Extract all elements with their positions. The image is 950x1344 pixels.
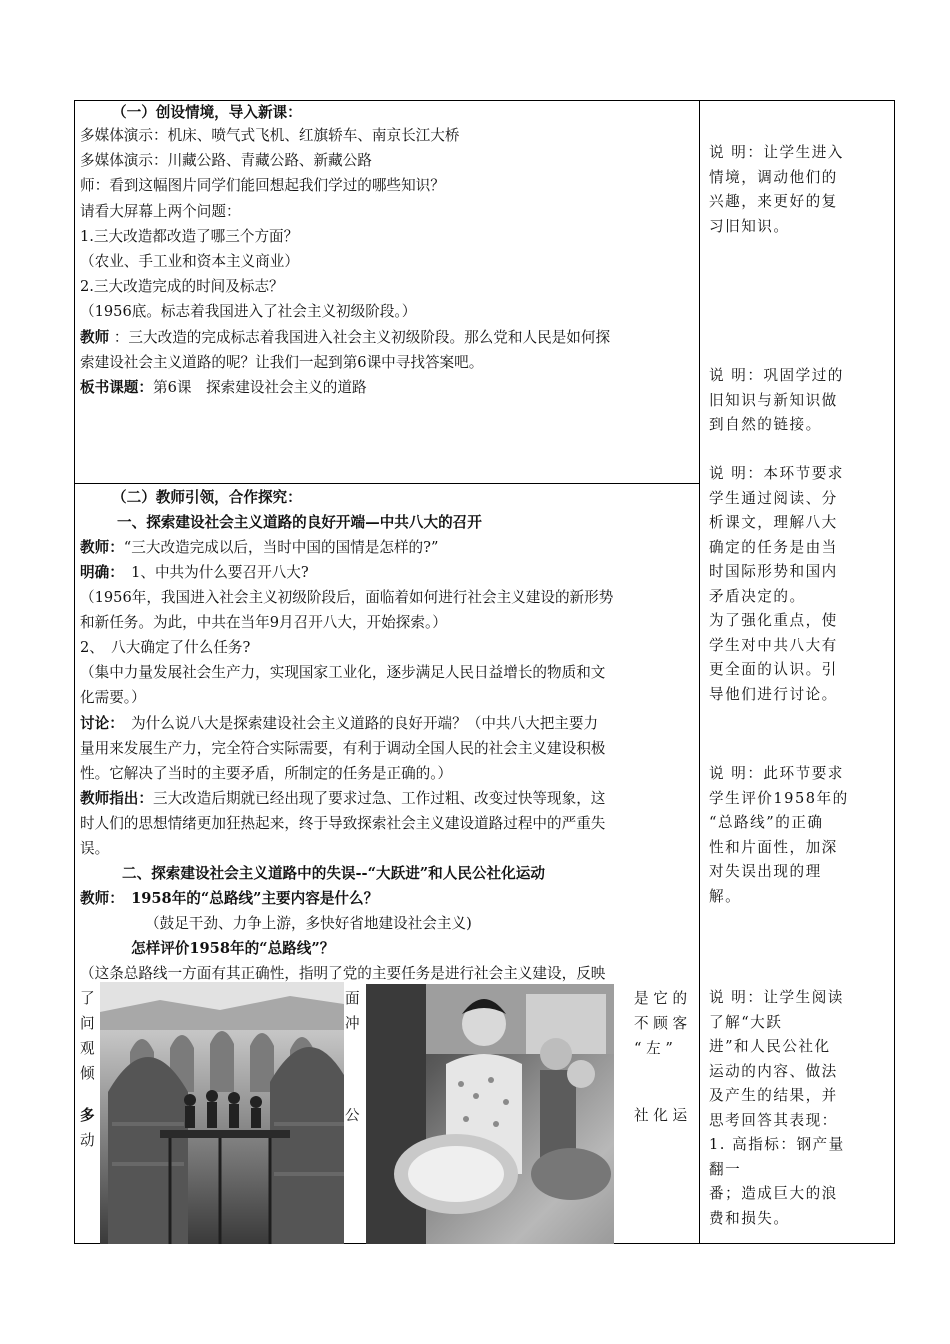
fragment-text: “ 左 ” bbox=[634, 1040, 673, 1057]
note-line: 对失误出现的理 bbox=[709, 863, 822, 880]
question-line: 2、 八大确定了什么任务? bbox=[80, 639, 251, 656]
note-line: 说 明：让学生阅读 bbox=[709, 989, 844, 1006]
teacher-text: ：三大改造的完成标志着我国进入社会主义初级阶段。那么党和人民是如何探 bbox=[109, 329, 611, 346]
discussion-text: 为什么说八大是探索建设社会主义道路的良好开端？（中共八大把主要力 bbox=[116, 715, 599, 732]
note-line: 进”和人民公社化 bbox=[709, 1038, 831, 1055]
note-line: 到自然的链接。 bbox=[709, 416, 822, 433]
section1-heading: （一）创设情境，导入新课： bbox=[112, 104, 302, 121]
fragment-text: 多 bbox=[80, 1107, 95, 1124]
fragment-text: 问 bbox=[80, 1015, 95, 1032]
note-line: 导他们进行讨论。 bbox=[709, 685, 838, 703]
fragment-text: 冲 bbox=[345, 1015, 360, 1032]
teacher-question-text: 1958年的“总路线”主要内容是什么？ bbox=[116, 890, 379, 907]
answer-line: （这条总路线一方面有其正确性，指明了党的主要任务是进行社会主义建设，反映 bbox=[80, 965, 606, 982]
fragment-text: 不 顾 客 bbox=[634, 1015, 688, 1032]
note-line: 学生对中共八大有 bbox=[709, 636, 838, 654]
fragment-text: 观 bbox=[80, 1040, 95, 1057]
board-text: 第6课 探索建设社会主义的道路 bbox=[152, 379, 367, 396]
note-line: 为了强化重点，使 bbox=[709, 612, 838, 629]
teacher-label: 教师 bbox=[80, 329, 110, 346]
section1-line: 请看大屏幕上两个问题： bbox=[80, 203, 241, 220]
teacher-paragraph bbox=[80, 328, 610, 348]
section1-line: 师：看到这幅图片同学们能回想起我们学过的哪些知识？ bbox=[80, 177, 445, 194]
note-line: 说 明：本环节要求 bbox=[709, 465, 844, 482]
note-line: 习旧知识。 bbox=[709, 217, 790, 235]
note-line: 更全面的认识。引 bbox=[709, 661, 838, 678]
section1-line: 2.三大改造完成的时间及标志？ bbox=[80, 278, 284, 295]
question-line: 怎样评价1958年的“总路线”？ bbox=[131, 940, 335, 957]
fragment-text: 面 bbox=[345, 990, 360, 1007]
fragment-text: 是 它 的 bbox=[634, 990, 688, 1007]
note-line: 确定的任务是由当 bbox=[709, 538, 838, 556]
photo-backyard-furnaces bbox=[100, 982, 344, 1244]
section1-line: 多媒体演示：川藏公路、青藏公路、新藏公路 bbox=[80, 152, 372, 169]
answer-line: 化需要。） bbox=[80, 689, 146, 706]
note-line: 费和损失。 bbox=[709, 1209, 790, 1227]
teacher-question bbox=[80, 889, 378, 909]
commune-illustration bbox=[366, 984, 614, 1244]
teacher-question bbox=[80, 538, 438, 558]
clarify-line bbox=[80, 563, 309, 583]
discussion-line: 量用来发展生产力，完全符合实际需要，有利于调动全国人民的社会主义建设积极 bbox=[80, 740, 606, 757]
note-line: 运动的内容、做法 bbox=[709, 1062, 838, 1080]
teacher-point-text: 三大改造后期就已经出现了要求过急、工作过粗、改变过快等现象，这 bbox=[152, 790, 606, 807]
board-title bbox=[80, 378, 367, 398]
teacher-text-cont: 索建设社会主义道路的呢？让我们一起到第6课中寻找答案吧。 bbox=[80, 354, 484, 371]
teacher-point-label: 教师指出： bbox=[80, 790, 153, 807]
clarify-question: 1、中共为什么要召开八大? bbox=[116, 564, 309, 581]
clarify-label: 明确： bbox=[80, 564, 117, 581]
note-line: 性和片面性，加深 bbox=[709, 838, 838, 856]
note-line: 及产生的结果，并 bbox=[709, 1087, 838, 1104]
note-line: 析课文，理解八大 bbox=[709, 514, 838, 531]
note-line: 番；造成巨大的浪 bbox=[709, 1185, 838, 1202]
note-4 bbox=[709, 762, 859, 909]
note-line: 说 明：巩固学过的 bbox=[709, 367, 844, 384]
subheading-eighth-congress: 一、探索建设社会主义道路的良好开端—中共八大的召开 bbox=[117, 514, 482, 531]
section1-line: 1.三大改造都改造了哪三个方面？ bbox=[80, 228, 299, 245]
furnaces-illustration bbox=[100, 982, 344, 1244]
note-line: 时国际形势和国内 bbox=[709, 563, 838, 580]
board-label: 板书课题： bbox=[80, 379, 153, 396]
subheading-great-leap: 二、探索建设社会主义道路中的失误--“大跃进”和人民公社化运动 bbox=[122, 865, 545, 882]
teacher-point-line bbox=[80, 789, 605, 809]
note-2 bbox=[709, 364, 859, 438]
discussion-label: 讨论： bbox=[80, 715, 117, 732]
note-line: 了解“大跃 bbox=[709, 1013, 783, 1031]
section1-line: （1956底。标志着我国进入了社会主义初级阶段。） bbox=[80, 303, 417, 320]
note-line: 说 明：此环节要求 bbox=[709, 765, 844, 782]
note-line: 1. 高指标：钢产量 bbox=[709, 1136, 845, 1153]
note-line: 情境，调动他们的 bbox=[709, 168, 838, 186]
fragment-text: 动 bbox=[80, 1132, 95, 1149]
discussion-line: 性。它解决了当时的主要矛盾，所制定的任务是正确的。） bbox=[80, 765, 453, 782]
fragment-text: 倾 bbox=[80, 1065, 95, 1082]
answer-line: （1956年，我国进入社会主义初级阶段后，面临着如何进行社会主义建设的新形势 bbox=[80, 589, 614, 606]
row-divider bbox=[74, 483, 700, 484]
answer-line: （鼓足干劲、力争上游，多快好省地建设社会主义) bbox=[145, 915, 472, 932]
teacher-label: 教师： bbox=[80, 539, 124, 556]
note-line: 学生评价1958年的 bbox=[709, 789, 849, 807]
note-line: 说 明：让学生进入 bbox=[709, 144, 844, 161]
note-line: 思考回答其表现： bbox=[709, 1111, 838, 1129]
note-line: 翻一 bbox=[709, 1160, 742, 1178]
column-divider bbox=[699, 100, 700, 1244]
note-line: 学生通过阅读、分 bbox=[709, 489, 838, 507]
note-line: “总路线”的正确 bbox=[709, 814, 824, 831]
photo-commune-women bbox=[366, 984, 614, 1244]
note-1 bbox=[709, 141, 859, 239]
note-5 bbox=[709, 986, 859, 1231]
note-line: 兴趣，来更好的复 bbox=[709, 193, 838, 210]
discussion-line bbox=[80, 714, 598, 734]
teacher-question-text: “三大改造完成以后，当时中国的国情是怎样的?” bbox=[123, 539, 439, 556]
section2-heading: （二）教师引领，合作探究： bbox=[112, 489, 302, 506]
answer-line: 和新任务。为此，中共在当年9月召开八大，开始探索。） bbox=[80, 614, 447, 631]
note-line: 旧知识与新知识做 bbox=[709, 391, 838, 409]
teacher-point-line: 误。 bbox=[80, 840, 110, 857]
note-line: 矛盾决定的。 bbox=[709, 587, 806, 605]
fragment-text: 社 化 运 bbox=[634, 1107, 688, 1124]
note-3 bbox=[709, 462, 859, 707]
answer-line: （集中力量发展社会生产力，实现国家工业化，逐步满足人民日益增长的物质和文 bbox=[80, 664, 606, 681]
teacher-label: 教师： bbox=[80, 890, 117, 907]
section1-line: 多媒体演示：机床、喷气式飞机、红旗轿车、南京长江大桥 bbox=[80, 127, 460, 144]
teacher-point-line: 时人们的思想情绪更加狂热起来，终于导致探索社会主义建设道路过程中的严重失 bbox=[80, 815, 606, 832]
note-line: 解。 bbox=[709, 887, 742, 905]
section1-line: （农业、手工业和资本主义商业） bbox=[80, 253, 299, 270]
fragment-text: 公 bbox=[345, 1107, 360, 1124]
fragment-text: 了 bbox=[80, 990, 95, 1007]
